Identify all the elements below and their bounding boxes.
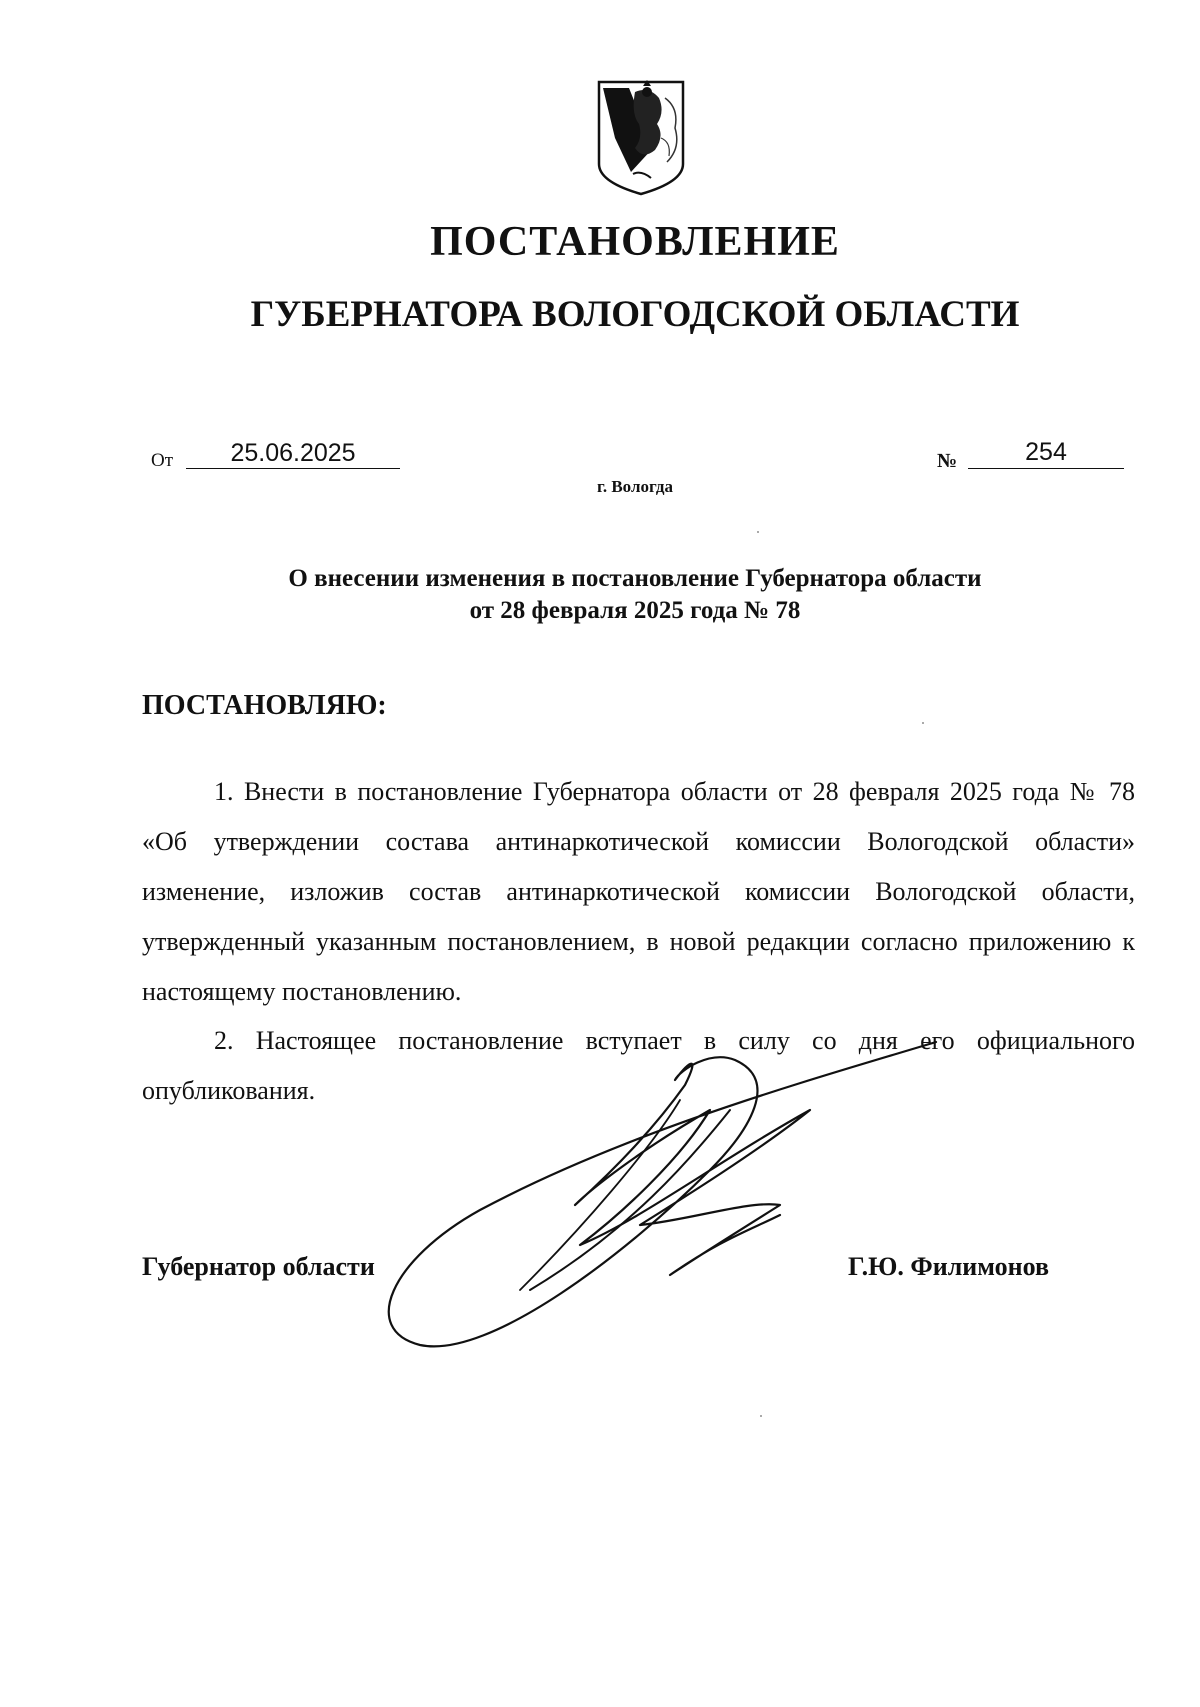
date-prefix: От <box>151 450 174 471</box>
document-issuer: ГУБЕРНАТОРА ВОЛОГОДСКОЙ ОБЛАСТИ <box>250 294 1020 335</box>
document-subject <box>180 563 1090 627</box>
document-title: ПОСТАНОВЛЕНИЕ <box>430 219 840 265</box>
decree-heading: ПОСТАНОВЛЯЮ: <box>142 690 387 721</box>
coat-of-arms-icon <box>595 78 687 198</box>
signatory-name: Г.Ю. Филимонов <box>848 1252 1050 1281</box>
subject-line-2: от 28 февраля 2025 года № 78 <box>469 597 801 624</box>
number-prefix: № <box>937 450 958 472</box>
document-number: 254 <box>968 436 1124 469</box>
city-label: г. Вологда <box>597 477 673 496</box>
paragraph-1: 1. Внести в постановление Губернатора области от 28 февраля 2025 года № 78 «Об утверждении состава антинаркотической комиссии Вологодской области» изменение, изложив состав антинаркотической комиссии Вологодской области, утвержденный указанным постановлением, в новой редакции согласно приложению к настоящему постановлению. <box>142 777 1135 1006</box>
scan-speck <box>760 1415 762 1417</box>
handwritten-signature <box>380 1040 1000 1370</box>
signatory-position: Губернатор области <box>142 1252 375 1281</box>
document-date: 25.06.2025 <box>186 438 400 469</box>
scan-speck <box>757 531 759 533</box>
paragraph-2: 2. Настоящее постановление вступает в силу со дня его официального опубликования. <box>142 1026 1135 1105</box>
subject-line-1: О внесении изменения в постановление Губернатора области <box>288 565 982 592</box>
scan-speck <box>922 722 924 724</box>
